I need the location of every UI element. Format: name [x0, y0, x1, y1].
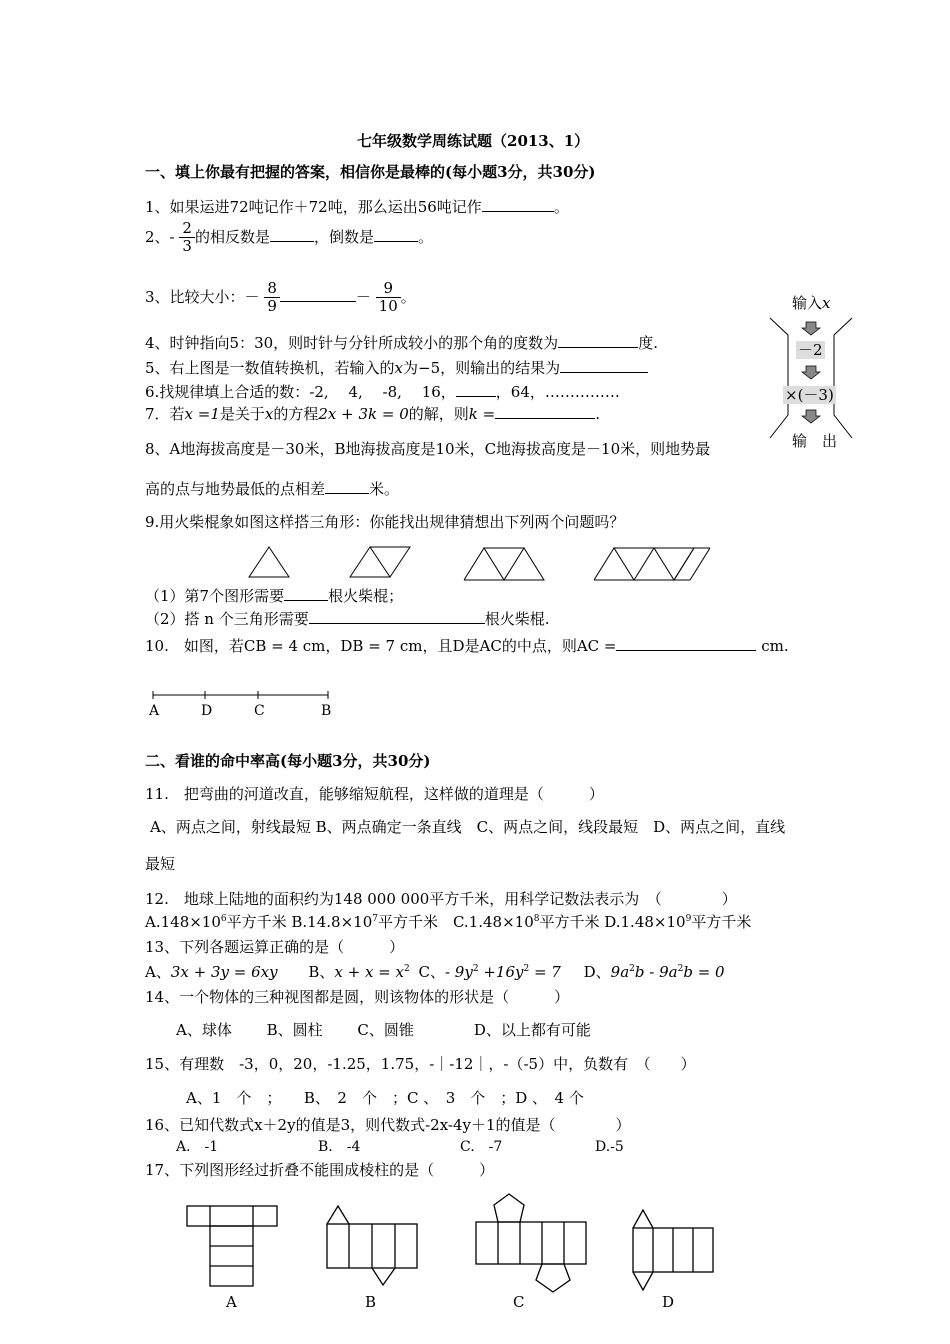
net-label-d: D [662, 1293, 675, 1311]
machine-input-text: 输入 [792, 294, 823, 312]
q9-1-text: （1）第7个图形需要 [145, 587, 285, 605]
net-label-b: B [365, 1293, 377, 1311]
q7-var: x [264, 405, 274, 423]
q7-k: k = [468, 405, 496, 423]
q2-mid: 的相反数是 [194, 227, 270, 246]
question-8-line1: 8、A地海拔高度是－30米，B地海拔高度是10米，C地海拔高度是－10米，则地势最 [145, 440, 711, 458]
section2-heading: 二、看谁的命中率高(每小题3分，共30分) [145, 752, 431, 770]
q17-b: 围成棱柱的是（ ） [329, 1161, 495, 1179]
q7-c: 的方程 [273, 405, 319, 423]
q3-prefix: 3、比较大小：－ [145, 287, 260, 306]
q17-emphasis: 不能 [299, 1161, 330, 1179]
q13-c2: +16y [478, 963, 524, 981]
point-label-c: C [254, 703, 265, 719]
q3-sep: － [355, 287, 371, 306]
q12-c-exp: 8 [533, 914, 540, 924]
q12-d-exp: 9 [685, 914, 692, 924]
q7-b: 是关于 [219, 405, 265, 423]
q9-2-end: 根火柴棍. [484, 610, 550, 628]
q2-numerator: 2 [179, 220, 195, 238]
q17-a: 17、下列图形经过折叠 [145, 1161, 300, 1179]
net-label-c: C [513, 1293, 525, 1311]
point-label-d: D [201, 703, 213, 719]
question-15: 15、有理数 -3，0，20，-1.25，1.75，-｜-12｜，-（-5）中，负数有 （ ） [145, 1055, 696, 1073]
net-b [327, 1206, 417, 1285]
machine-input-var: x [822, 294, 831, 312]
net-a [187, 1206, 277, 1286]
q1-text: 1、如果运进72吨记作＋72吨，那么运出56吨记作 [145, 198, 482, 216]
q9-2-text: （2）搭 n 个三角形需要 [145, 610, 309, 628]
q16-option-a: A. -1 [176, 1139, 219, 1155]
q13-c3: = 7 [529, 963, 561, 981]
question-11: 11. 把弯曲的河道改直，能够缩短航程，这样做的道理是（ ） [145, 785, 604, 803]
q7-end: . [595, 405, 601, 423]
question-13: 13、下列各题运算正确的是（ ） [145, 938, 405, 956]
q8-text: 高的点与地势最低的点相差 [145, 480, 326, 498]
q13-d-label: D、 [583, 963, 611, 981]
question-16: 16、已知代数式x＋2y的值是3，则代数式-2x-4y＋1的值是（ ） [145, 1116, 631, 1134]
point-label-b: B [321, 703, 332, 719]
question-11-options-line2: 最短 [145, 855, 176, 873]
machine-step-1: －2 [798, 341, 823, 359]
page-title: 七年级数学周练试题（2013、1） [357, 132, 590, 150]
q12-a: A.148×10 [145, 913, 221, 931]
net-c [476, 1194, 586, 1292]
net-label-a: A [226, 1293, 237, 1311]
q2-end: 。 [417, 227, 433, 246]
question-15-options: A、1 个 ； B、 2 个 ；C 、 3 个 ；D 、 4 个 [186, 1089, 584, 1107]
section1-heading: 一、填上你最有把握的答案，相信你是最棒的(每小题3分，共30分) [145, 163, 596, 181]
q13-a: 3x + 3y = 6xy [170, 963, 278, 981]
q10-text: 10. 如图，若CB = 4 cm，DB = 7 cm，且D是AC的中点，则AC = [145, 637, 617, 655]
q3-denominator-1: 9 [267, 297, 277, 316]
q7-eq1: x =1 [184, 405, 220, 423]
q13-a-label: A、 [145, 963, 171, 981]
q10-end: cm. [756, 637, 789, 655]
q13-d3: b = 0 [683, 963, 725, 981]
question-13-options: A、3x + 3y = 6xy B、$x + x = x^2$ C、- $9y^2 +16y^2 = 7$ D、$9a^2b - 9a^2b = 0$ [145, 963, 725, 981]
q12-a-exp: 6 [220, 914, 227, 924]
point-label-a: A [149, 703, 160, 719]
q2-prefix: 2、- [145, 227, 175, 246]
q16-option-d: D.-5 [595, 1139, 624, 1155]
question-14-options: A、球体 B、圆柱 C、圆锥 D、以上都有可能 [176, 1021, 591, 1039]
q12-end: 平方千米 [691, 913, 752, 931]
machine-output-label: 输 出 [792, 432, 838, 450]
q12-b: 平方千米 B.14.8×10 [226, 913, 373, 931]
q3-end: 。 [400, 287, 416, 306]
question-9: 9.用火柴棍象如图这样搭三角形：你能找出规律猜想出下列两个问题吗？ [145, 513, 625, 531]
q16-option-b: B. -4 [318, 1139, 361, 1155]
machine-step-2: ×(－3) [785, 386, 834, 404]
q7-a: 7．若 [145, 405, 185, 423]
q5-rest: 为−5，则输出的结果为 [403, 359, 561, 377]
q13-d2: b - 9a [634, 963, 678, 981]
q6-end: ，64，…………… [495, 383, 620, 401]
q5-var: x [394, 359, 404, 377]
q16-option-c: C. -7 [460, 1139, 503, 1155]
q12-d: 平方千米 D.1.48×10 [539, 913, 686, 931]
net-d [633, 1210, 713, 1290]
q6-text: 6.找规律填上合适的数：-2, 4, -8, 16， [145, 383, 456, 401]
q4-text: 4、时钟指向5：30，则时针与分针所成较小的那个角的度数为 [145, 334, 559, 352]
q12-c: 平方千米 C.1.48×10 [377, 913, 534, 931]
q1-end: 。 [553, 198, 569, 216]
q13-b: x + x = x [334, 963, 404, 981]
q4-end: 度. [638, 334, 658, 352]
question-12: 12. 地球上陆地的面积约为148 000 000平方千米，用科学记数法表示为 （ ） [145, 890, 737, 908]
q8-end: 米。 [369, 480, 400, 498]
q12-b-exp: 7 [372, 914, 378, 924]
q9-1-end: 根火柴棍； [328, 587, 404, 605]
q5-text: 5、右上图是一数值转换机，若输入的 [145, 359, 395, 377]
q2-denominator: 3 [182, 237, 192, 256]
q2-mid2: ，倒数是 [313, 227, 374, 246]
q13-d: 9a [610, 963, 630, 981]
q3-numerator-1: 8 [264, 280, 280, 298]
q13-b-label: B、 [308, 963, 335, 981]
question-11-options-line1: A、两点之间，射线最短 B、两点确定一条直线 C、两点之间，线段最短 D、两点之间，直线 [150, 818, 786, 836]
q3-denominator-2: 10 [378, 297, 398, 316]
q7-d: 的解，则 [408, 405, 469, 423]
q3-numerator-2: 9 [376, 280, 401, 298]
question-14: 14、一个物体的三种视图都是圆，则该物体的形状是（ ） [145, 988, 570, 1006]
q13-c-label: C、 [418, 963, 445, 981]
q7-eq2: 2x + 3k = 0 [318, 405, 409, 423]
q13-c: - 9y [444, 963, 473, 981]
